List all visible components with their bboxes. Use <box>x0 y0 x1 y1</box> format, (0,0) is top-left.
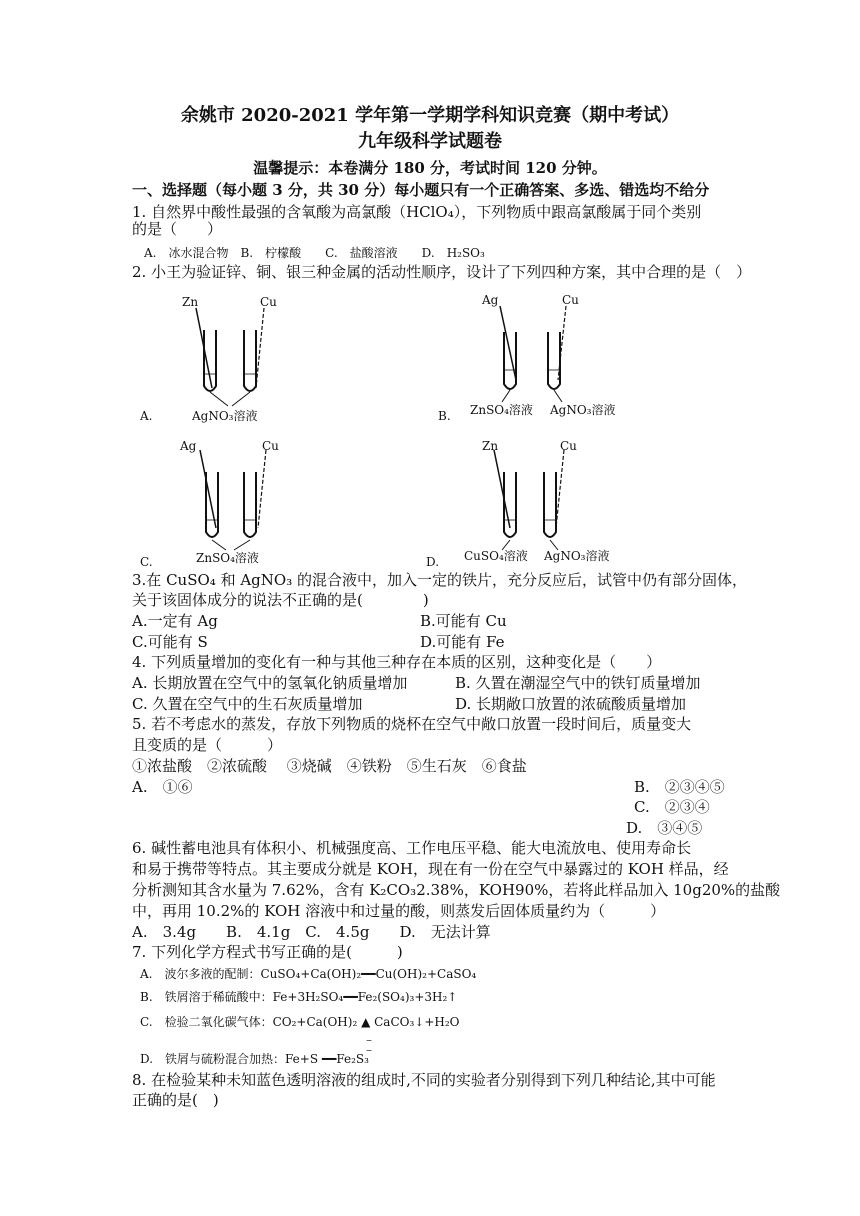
q2-figure-b <box>438 288 638 428</box>
q7-stem: 7. 下列化学方程式书写正确的是( ) <box>132 943 403 961</box>
q7-option-d: D. 铁屑与硫粉混合加热：Fe+S ━━Fe₂S₃ <box>140 1052 369 1066</box>
fig-d-solution-left: CuSO₄溶液 <box>464 549 528 563</box>
exam-subtitle: 九年级科学试题卷 <box>358 131 502 152</box>
fig-a-right-metal: Cu <box>260 295 277 309</box>
q2-figure-c <box>140 432 340 572</box>
fig-d-option: D. <box>426 555 440 569</box>
fig-c-left-metal: Ag <box>180 439 197 453</box>
q6-line3: 分析测知其含水量为 7.62%，含有 K₂CO₃2.38%，KOH90%，若将此样品加入 10g20%的盐酸 <box>132 881 781 899</box>
q2-figure-d <box>426 432 626 572</box>
q3-option-c: C.可能有 S <box>132 633 208 651</box>
fig-a-left-metal: Zn <box>182 295 199 309</box>
q3-stem-line2: 关于该固体成分的说法不正确的是( ) <box>132 591 429 609</box>
fig-a-option: A. <box>140 409 153 423</box>
q7-c-tick-mark-2: – <box>366 1043 372 1057</box>
section-heading: 一、选择题（每小题 3 分，共 30 分）每小题只有一个正确答案、多选、错选均不给分 <box>132 181 710 199</box>
q4-option-d: D. 长期敞口放置的浓硫酸质量增加 <box>455 695 687 713</box>
fig-d-solution-right: AgNO₃溶液 <box>544 549 610 563</box>
fig-b-right-metal: Cu <box>562 293 579 307</box>
q5-option-d: D. ③④⑤ <box>626 819 703 837</box>
q5-option-a: A. ①⑥ <box>132 778 193 796</box>
q7-option-a: A. 波尔多液的配制：CuSO₄+Ca(OH)₂━━Cu(OH)₂+CaSO₄ <box>140 967 477 981</box>
q8-line2: 正确的是( ) <box>132 1091 219 1109</box>
q4-option-a: A. 长期放置在空气中的氢氧化钠质量增加 <box>132 674 408 692</box>
q2-stem: 2. 小王为验证锌、铜、银三种金属的活动性顺序，设计了下列四种方案，其中合理的是（ ） <box>132 263 752 281</box>
q5-stem-line1: 5. 若不考虑水的蒸发，存放下列物质的烧杯在空气中敞口放置一段时间后，质量变大 <box>132 715 692 733</box>
fig-c-solution: ZnSO₄溶液 <box>196 551 259 565</box>
q1-stem-line1: 1. 自然界中酸性最强的含氧酸为高氯酸（HClO₄），下列物质中跟高氯酸属于同个类别 <box>132 203 702 221</box>
q5-option-c: C. ②③④ <box>634 798 710 816</box>
q5-stem-line2: 且变质的是（ ） <box>132 736 283 754</box>
q1-stem-line2: 的是（ ） <box>132 220 223 238</box>
fig-b-option: B. <box>438 409 451 423</box>
fig-a-solution: AgNO₃溶液 <box>192 409 258 423</box>
q4-option-b: B. 久置在潮湿空气中的铁钉质量增加 <box>455 674 701 692</box>
q6-line4: 中，再用 10.2%的 KOH 溶液中和过量的酸，则蒸发后固体质量约为（ ） <box>132 902 666 920</box>
exam-title: 余姚市 2020-2021 学年第一学期学科知识竞赛（期中考试） <box>180 105 680 126</box>
fig-b-solution-right: AgNO₃溶液 <box>550 403 616 417</box>
fig-b-left-metal: Ag <box>482 293 499 307</box>
fig-b-solution-left: ZnSO₄溶液 <box>470 403 533 417</box>
q5-items: ①浓盐酸 ②浓硫酸 ③烧碱 ④铁粉 ⑤生石灰 ⑥食盐 <box>132 757 527 775</box>
q7-c-tick-mark: – <box>366 1033 372 1047</box>
fig-c-right-metal: Cu <box>262 439 279 453</box>
q4-option-c: C. 久置在空气中的生石灰质量增加 <box>132 695 363 713</box>
q6-options: A. 3.4g B. 4.1g C. 4.5g D. 无法计算 <box>132 923 491 941</box>
fig-d-right-metal: Cu <box>560 439 577 453</box>
fig-d-left-metal: Zn <box>482 439 499 453</box>
q5-option-b: B. ②③④⑤ <box>634 778 725 796</box>
q1-options: A. 冰水混合物 B. 柠檬酸 C. 盐酸溶液 D. H₂SO₃ <box>144 246 485 260</box>
q4-stem: 4. 下列质量增加的变化有一种与其他三种存在本质的区别，这种变化是（ ） <box>132 653 662 671</box>
q2-figure-a <box>140 288 340 428</box>
q6-line2: 和易于携带等特点。其主要成分就是 KOH，现在有一份在空气中暴露过的 KOH 样品，经 <box>132 860 729 878</box>
q6-line1: 6. 碱性蓄电池具有体积小、机械强度高、工作电压平稳、能大电流放电、使用寿命长 <box>132 839 692 857</box>
q3-option-b: B.可能有 Cu <box>420 612 507 630</box>
q7-option-c: C. 检验二氧化碳气体：CO₂+Ca(OH)₂ ▲ CaCO₃↓+H₂O <box>140 1015 460 1029</box>
exam-notice: 温馨提示：本卷满分 180 分，考试时间 120 分钟。 <box>253 159 607 177</box>
q3-option-d: D.可能有 Fe <box>420 633 505 651</box>
q7-option-b: B. 铁屑溶于稀硫酸中：Fe+3H₂SO₄━━Fe₂(SO₄)₃+3H₂↑ <box>140 990 458 1004</box>
q8-line1: 8. 在检验某种未知蓝色透明溶液的组成时,不同的实验者分别得到下列几种结论,其中可能 <box>132 1071 716 1089</box>
q3-option-a: A.一定有 Ag <box>132 612 218 630</box>
fig-c-option: C. <box>140 555 153 569</box>
q3-stem-line1: 3.在 CuSO₄ 和 AgNO₃ 的混合液中，加入一定的铁片，充分反应后，试管中仍有部分固体， <box>132 571 747 589</box>
